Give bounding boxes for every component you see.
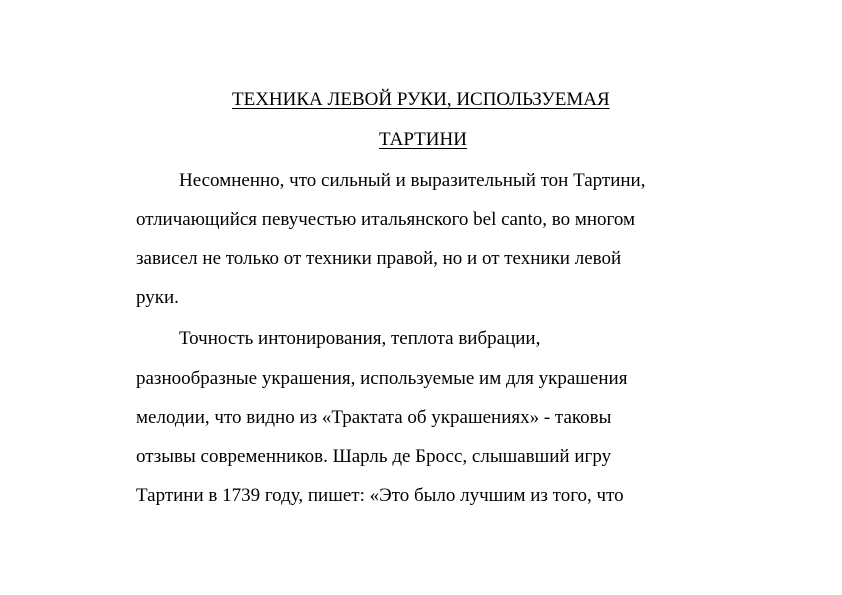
- paragraph-1-line-1: Несомненно, что сильный и выразительный тон Тартини,: [179, 170, 646, 191]
- paragraph-2-line-2: разнообразные украшения, используемые им для украшения: [136, 368, 628, 389]
- paragraph-2-line-1: Точность интонирования, теплота вибрации,: [179, 328, 541, 349]
- title-line-2: ТАРТИНИ: [379, 129, 467, 150]
- paragraph-1-line-2: отличающийся певучестью итальянского bel canto, во многом: [136, 209, 636, 230]
- paragraph-2-line-4: отзывы современников. Шарль де Бросс, слышавший игру: [136, 446, 612, 467]
- paragraph-2-line-3: мелодии, что видно из «Трактата об украшениях» - таковы: [136, 407, 612, 428]
- paragraph-2-line-5: Тартини в 1739 году, пишет: «Это было лучшим из того, что: [136, 485, 624, 506]
- paragraph-1-line-4: руки.: [136, 287, 179, 308]
- paragraph-1-line-3: зависел не только от техники правой, но и от техники левой: [136, 248, 622, 269]
- title-line-1: ТЕХНИКА ЛЕВОЙ РУКИ, ИСПОЛЬЗУЕМАЯ: [232, 89, 610, 110]
